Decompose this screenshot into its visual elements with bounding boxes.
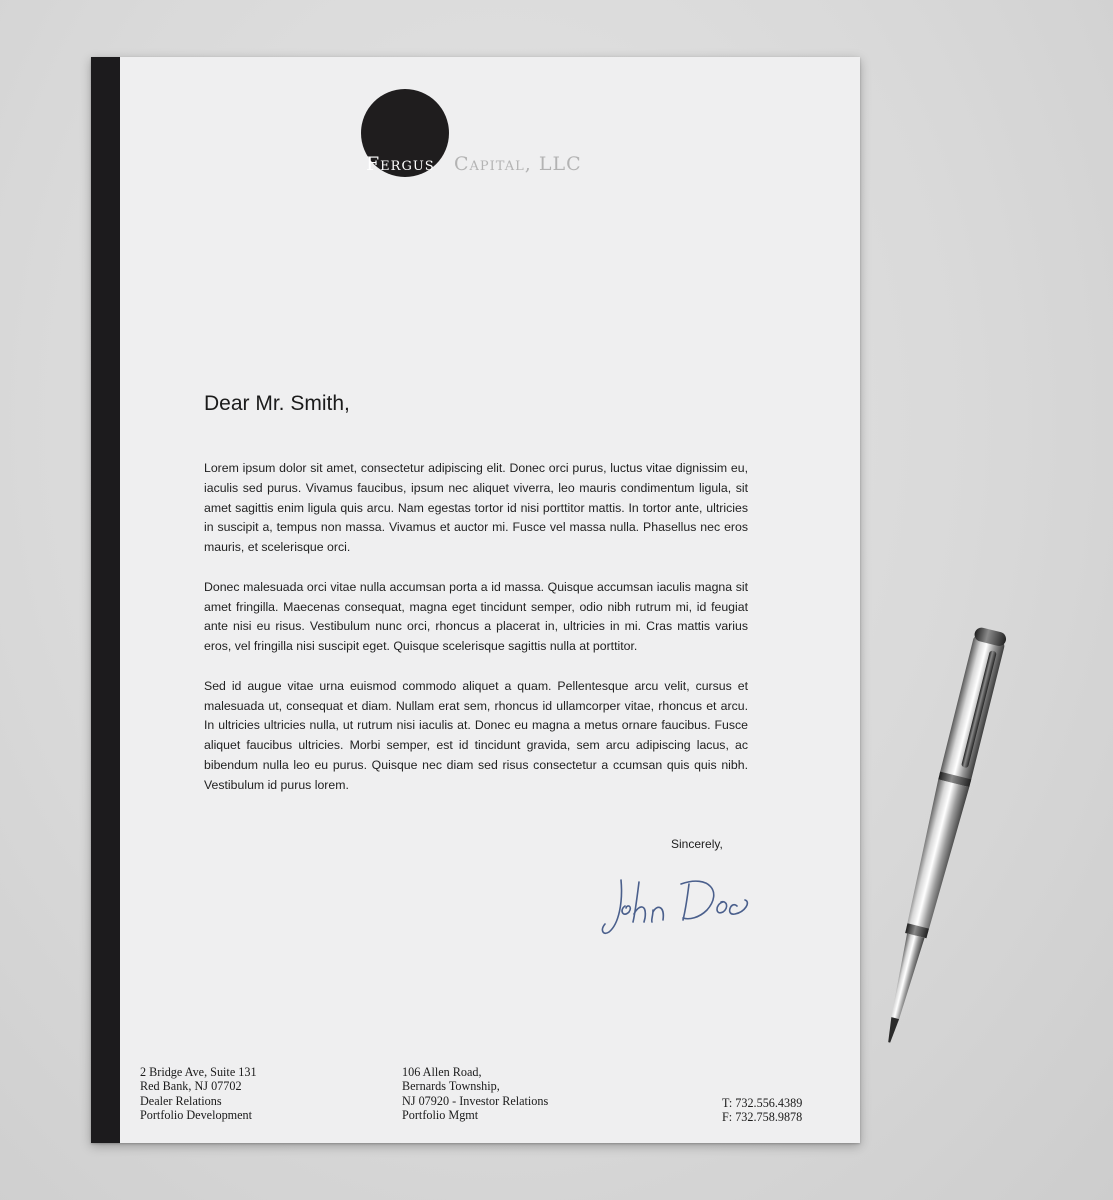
footer-investor-address xyxy=(402,1065,548,1122)
letter-salutation: Dear Mr. Smith, xyxy=(204,392,350,415)
body-paragraph: Sed id augue vitae urna euismod commodo aliquet a quam. Pellentesque arcu velit, cursus et malesuada ut, consequat et diam. Nullam erat sem, rhoncus id ullamcorper vitae, rhoncus et arcu. In ultricies ultricies nulla, ut rutrum nisi iaculis at. Donec eu magna a metus ornare faucibus. Fusce aliquet faucibus ultricies. Morbi semper, est id tincidunt gravida, sem arcu adipiscing lacus, ac bibendum nulla leo eu purus. Quisque nec diam sed risus consectetur a ccumsan quis quis nibh. Vestibulum id purus lorem. xyxy=(204,678,748,792)
footer-line: Bernards Township, xyxy=(402,1079,500,1094)
letter-body xyxy=(204,459,748,815)
footer-dealer-address xyxy=(140,1065,257,1122)
footer-fax: F: 732.758.9878 xyxy=(722,1110,803,1125)
logo-secondary-word: Capital, LLC xyxy=(454,153,582,175)
letter-closing: Sincerely, xyxy=(671,837,723,851)
body-paragraph: Lorem ipsum dolor sit amet, consectetur adipiscing elit. Donec orci purus, luctus vitae dignissim eu, iaculis sed purus. Vivamus faucibus, ipsum nec aliquet viverra, leo mauris condimentum ligula, sit amet sagittis enim ligula quis arcu. Nam egestas tortor id nisi porttitor mattis. In tortor ante, ultricies in suscipit a, tempus non massa. Vivamus et auctor mi. Fusce vel massa nulla. Phasellus nec eros mauris, et scelerisque orci. xyxy=(204,461,748,555)
pen-icon xyxy=(880,600,1040,1090)
footer-line: Portfolio Development xyxy=(140,1107,253,1122)
footer-line: Red Bank, NJ 07702 xyxy=(140,1079,242,1094)
handwritten-signature xyxy=(599,862,774,942)
page-spine-bar xyxy=(91,57,120,1143)
body-paragraph: Donec malesuada orci vitae nulla accumsan porta a id massa. Quisque accumsan iaculis magna sit amet fringilla. Maecenas consequat, magna eget tincidunt semper, odio nibh rutrum mi, id feugiat ante nisi eu risus. Vestibulum nunc orci, rhoncus a placerat in, ultricies in mi. Cras mattis varius eros, vel fringilla nisi suscipit eget. Quisque scelerisque sagittis nulla at porttitor. xyxy=(204,579,748,654)
footer-line: Dealer Relations xyxy=(140,1093,222,1108)
footer-contact-numbers xyxy=(722,1096,802,1125)
footer-phone: T: 732.556.4389 xyxy=(722,1096,803,1110)
footer-line: 2 Bridge Ave, Suite 131 xyxy=(140,1065,257,1079)
footer-line: NJ 07920 - Investor Relations xyxy=(402,1093,549,1108)
letter-page xyxy=(91,57,860,1143)
logo-primary-word: Fergus xyxy=(366,153,435,175)
footer-line: 106 Allen Road, xyxy=(402,1065,482,1079)
footer-line: Portfolio Mgmt xyxy=(402,1107,479,1122)
